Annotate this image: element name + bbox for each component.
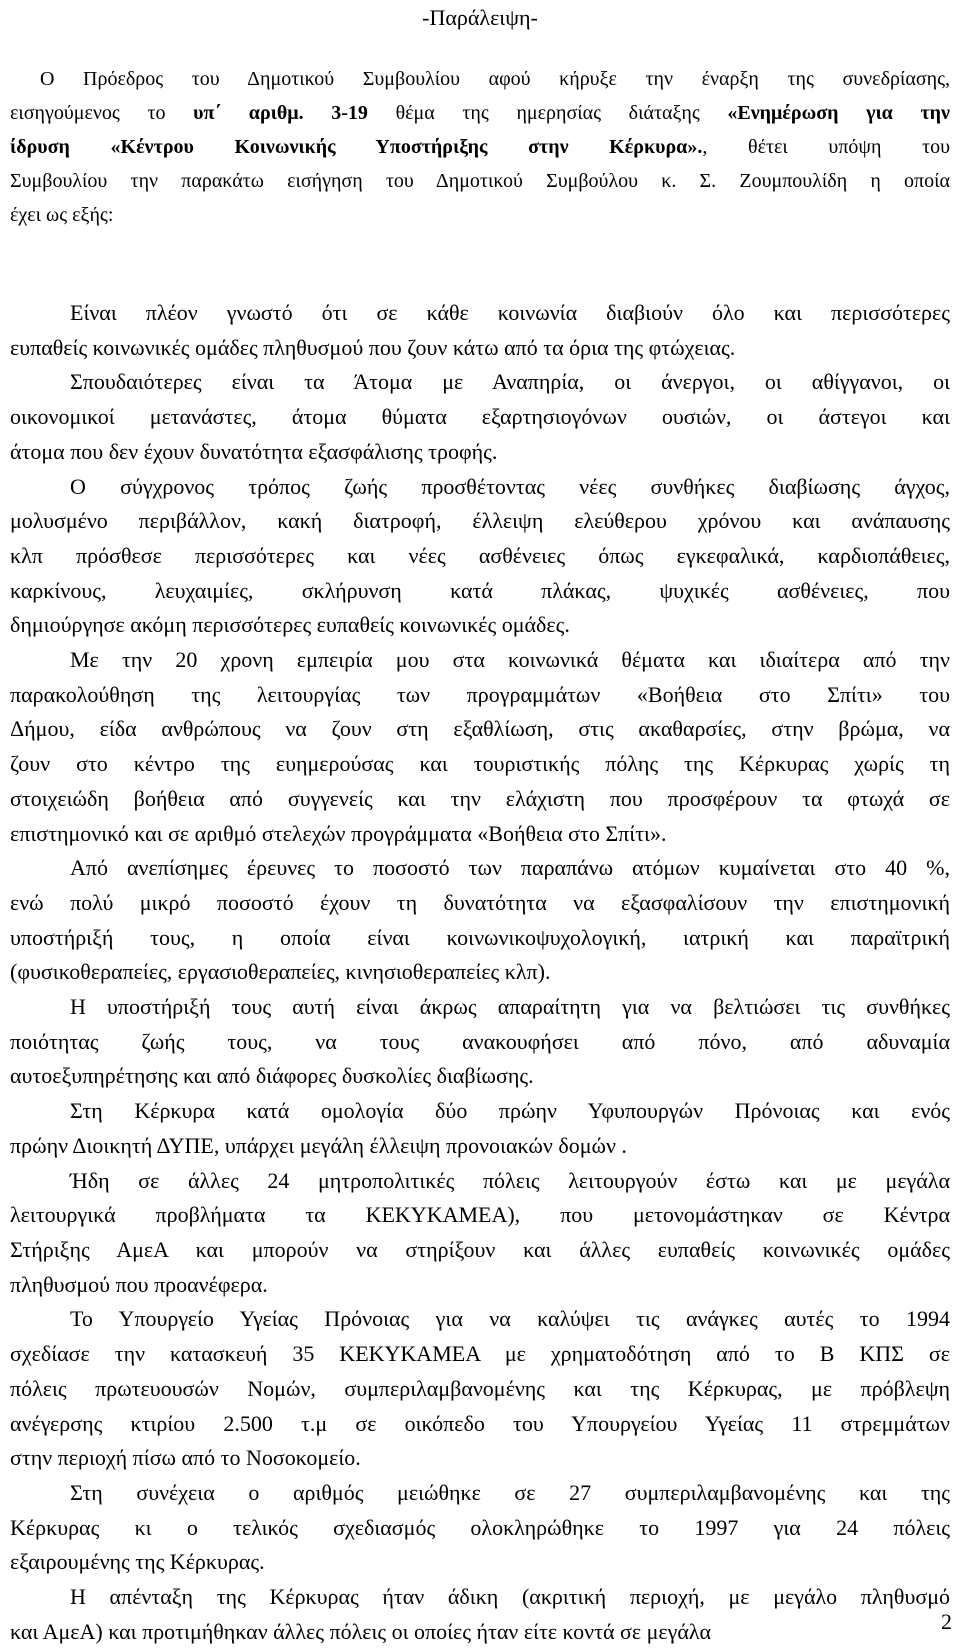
body-line: Ήδη σε άλλες 24 μητροπολιτικές πόλεις λειτουργούν έστω και με μεγάλα	[70, 1167, 950, 1193]
intro-line: έχει ως εξής:	[10, 204, 114, 226]
body-paragraph	[10, 365, 950, 469]
body-line: πόλεις πρωτευουσών Νομών, συμπεριλαμβανομένης και της Κέρκυρας, με πρόβλεψη	[10, 1375, 950, 1401]
body-line: άτομα που δεν έχουν δυνατότητα εξασφάλισης τροφής.	[10, 438, 498, 464]
body-line: στοιχειώδη βοήθεια από συγγενείς και την ελάχιστη που προσφέρουν τα φτωχά σε	[10, 785, 950, 811]
body-line: σχεδίασε την κατασκευή 35 ΚΕΚΥΚΑΜΕΑ με χρηματοδότηση από το Β ΚΠΣ σε	[10, 1341, 950, 1367]
agenda-item-number: υπ΄ αριθμ. 3-19	[193, 102, 368, 124]
body-line: Το Υπουργείο Υγείας Πρόνοιας για να καλύψει τις ανάγκες αυτές το 1994	[70, 1306, 950, 1332]
body-paragraph	[10, 1302, 950, 1476]
intro-text: εισηγούμενος το	[10, 102, 194, 124]
body-paragraph	[10, 296, 950, 365]
body-line: δημιούργησε ακόμη περισσότερες ευπαθείς κοινωνικές ομάδες.	[10, 612, 570, 638]
body-paragraph	[10, 990, 950, 1094]
intro-line	[10, 130, 950, 164]
proposal-body	[10, 296, 950, 1649]
body-line: πρώην Διοικητή ΔΥΠΕ, υπάρχει μεγάλη έλλειψη προνοιακών δομών .	[10, 1132, 627, 1158]
body-line: Σπουδαιότερες είναι τα Άτομα με Αναπηρία, οι άνεργοι, οι αθίγγανοι, οι	[70, 369, 950, 395]
body-line: καρκίνους, λευχαιμίες, σκλήρυνση κατά πλάκας, ψυχικές ασθένειες, που	[10, 577, 950, 603]
body-line: Δήμου, είδα ανθρώπους να ζουν στη εξαθλίωση, στις ακαθαρσίες, στην βρώμα, να	[10, 716, 950, 742]
body-line: επιστημονικό και σε αριθμό στελεχών προγράμματα «Βοήθεια στο Σπίτι».	[10, 820, 667, 846]
body-line: ευπαθείς κοινωνικές ομάδες πληθυσμού που ζουν κάτω από τα όρια της φτώχειας.	[10, 334, 736, 360]
intro-text: θέμα της ημερησίας διάταξης	[367, 102, 728, 124]
intro-line: Συμβουλίου την παρακάτω εισήγηση του Δημοτικού Συμβούλου κ. Σ. Ζουμπουλίδη η οποία	[10, 170, 950, 192]
body-line: μολυσμένο περιβάλλον, κακή διατροφή, έλλειψη ελεύθερου χρόνου και ανάπαυσης	[10, 508, 950, 534]
body-line: Στη Κέρκυρα κατά ομολογία δύο πρώην Υφυπουργών Πρόνοιας και ενός	[70, 1098, 950, 1124]
body-line: Η υποστήριξή τους αυτή είναι άκρως απαραίτητη για να βελτιώσει τις συνθήκες	[70, 994, 950, 1020]
intro-paragraph	[10, 62, 950, 232]
body-line: ποιότητας ζωής τους, να τους ανακουφήσει από πόνο, από αδυναμία	[10, 1028, 950, 1054]
body-line: Είναι πλέον γνωστό ότι σε κάθε κοινωνία διαβιούν όλο και περισσότερες	[70, 300, 950, 325]
body-line: και ΑμεΑ) και προτιμήθηκαν άλλες πόλεις οι οποίες ήταν είτε κοντά σε μεγάλα	[10, 1618, 712, 1644]
body-line: στην περιοχή πίσω από το Νοσοκομείο.	[10, 1445, 361, 1471]
body-line: κλπ πρόσθεσε περισσότερες και νέες ασθένειες όπως εγκεφαλικά, καρδιοπάθειες,	[10, 542, 950, 568]
body-line: αυτοεξυπηρέτησης και από διάφορες δυσκολίες διαβίωσης.	[10, 1063, 534, 1089]
body-paragraph	[10, 851, 950, 990]
body-line: οικονομικοί μετανάστες, άτομα θύματα εξαρτησιογόνων ουσιών, οι άστεγοι και	[10, 404, 950, 430]
body-line: (φυσικοθεραπείες, εργασιοθεραπείες, κινησιοθεραπείες κλπ).	[10, 959, 551, 985]
body-line: υποστήριξή τους, η οποία είναι κοινωνικοψυχολογική, ιατρική και παραϊτρική	[10, 924, 950, 950]
body-line: Με την 20 χρονη εμπειρία μου στα κοινωνικά θέματα και ιδιαίτερα από την	[70, 647, 950, 673]
body-line: Κέρκυρας κι ο τελικός σχεδιασμός ολοκληρώθηκε το 1997 για 24 πόλεις	[10, 1514, 950, 1540]
intro-line	[10, 96, 950, 130]
body-line: Ο σύγχρονος τρόπος ζωής προσθέτοντας νέες συνθήκες διαβίωσης άγχος,	[70, 473, 950, 499]
body-paragraph	[10, 470, 950, 644]
intro-line: Ο Πρόεδρος του Δημοτικού Συμβουλίου αφού κήρυξε την έναρξη της συνεδρίασης,	[40, 68, 950, 90]
body-line: πληθυσμού που προανέφερα.	[10, 1271, 268, 1297]
body-paragraph	[10, 643, 950, 851]
body-line: Στήριξης ΑμεΑ και μπορούν να στηρίξουν και άλλες ευπαθείς κοινωνικές ομάδες	[10, 1236, 950, 1262]
omission-header: -Παράλειψη-	[422, 5, 538, 30]
intro-text: , θέτει υπόψη του	[702, 136, 951, 158]
body-line: λειτουργικά προβλήματα τα ΚΕΚΥΚΑΜΕΑ), που μετονομάστηκαν σε Κέντρα	[10, 1202, 950, 1228]
body-line: Στη συνέχεια ο αριθμός μειώθηκε σε 27 συμπεριλαμβανομένης και της	[70, 1479, 950, 1505]
body-paragraph	[10, 1164, 950, 1303]
body-line: εξαιρουμένης της Κέρκυρας.	[10, 1549, 265, 1575]
body-paragraph	[10, 1094, 950, 1163]
body-line: ζουν στο κέντρο της ευημερούσας και τουριστικής πόλης της Κέρκυρας χωρίς τη	[10, 751, 950, 777]
body-line: Η απένταξη της Κέρκυρας ήταν άδικη (ακριτική περιοχή, με μεγάλο πληθυσμό	[70, 1584, 950, 1610]
page-number: 2	[941, 1609, 952, 1634]
body-line: ενώ πολύ μικρό ποσοστό έχουν τη δυνατότητα να εξασφαλίσουν την επιστημονική	[10, 889, 950, 915]
body-line: ανέγερσης κτιρίου 2.500 τ.μ σε οικόπεδο του Υπουργείου Υγείας 11 στρεμμάτων	[10, 1410, 950, 1436]
agenda-item-title: «Ενημέρωση για την	[727, 102, 950, 124]
body-line: Από ανεπίσημες έρευνες το ποσοστό των παραπάνω ατόμων κυμαίνεται στο 40 %,	[70, 855, 950, 881]
agenda-item-title-continued: ίδρυση «Κέντρου Κοινωνικής Υποστήριξης στην Κέρκυρα».	[10, 136, 703, 158]
body-paragraph	[10, 1580, 950, 1649]
body-paragraph	[10, 1476, 950, 1580]
body-line: παρακολούθηση της λειτουργίας των προγραμμάτων «Βοήθεια στο Σπίτι» του	[10, 681, 950, 707]
